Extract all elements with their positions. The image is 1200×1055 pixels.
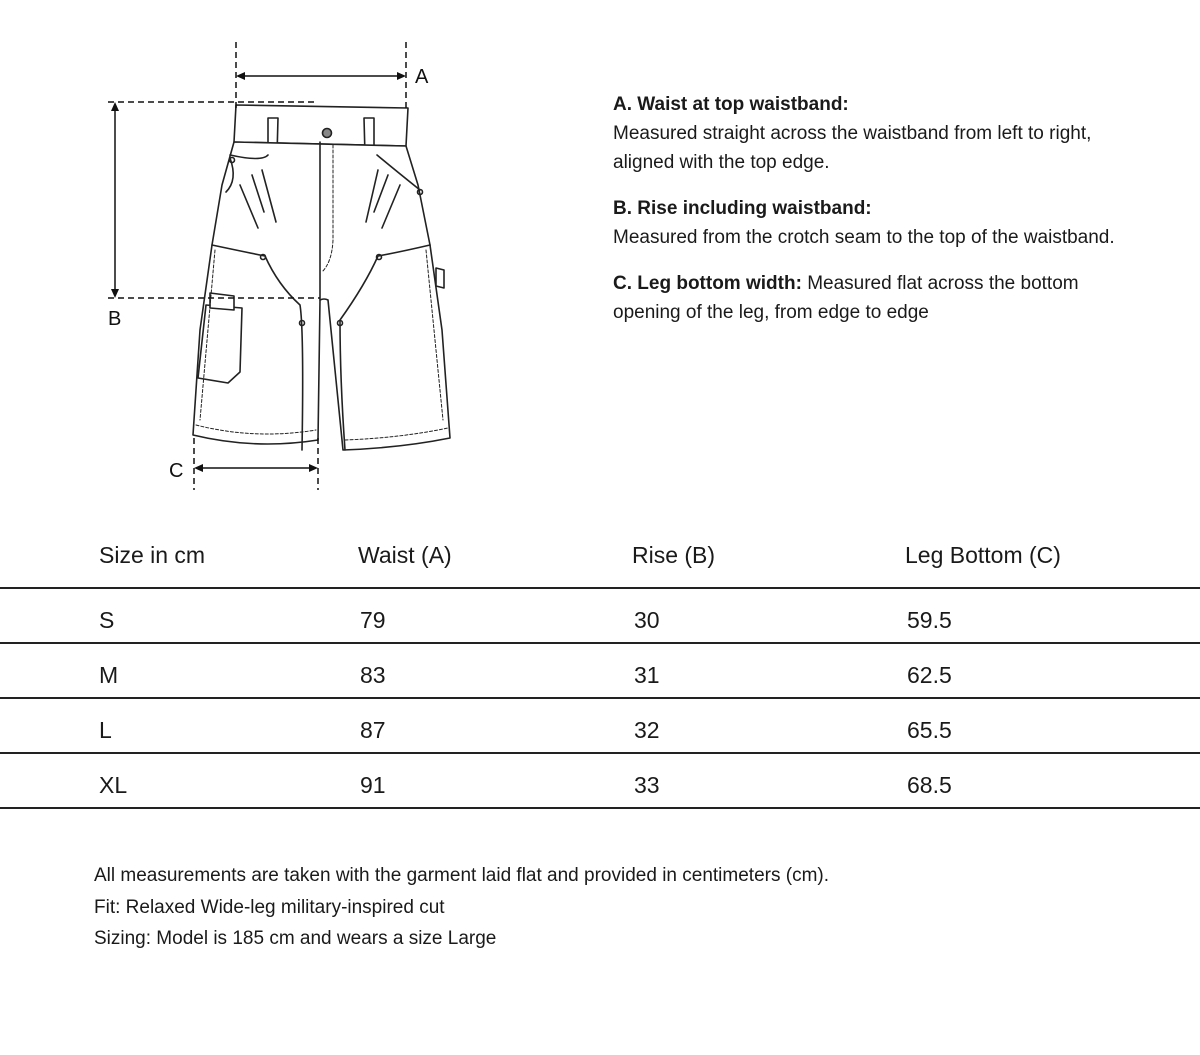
note-measurements: All measurements are taken with the garment laid flat and provided in centimeters (cm). <box>94 865 829 886</box>
cell-rise: 32 <box>634 717 660 743</box>
measure-a-label: A <box>415 66 429 88</box>
description-waist <box>613 90 1133 177</box>
shorts-drawing <box>0 0 600 510</box>
column-header-rise: Rise (B) <box>632 542 716 568</box>
hammer-loop <box>436 268 444 288</box>
cell-size: L <box>99 717 112 743</box>
table-row <box>0 754 1200 809</box>
cell-rise: 30 <box>634 607 660 633</box>
description-text: Measured from the crotch seam to the top of the waistband. <box>613 227 1115 248</box>
description-title: C. Leg bottom width: <box>613 273 802 294</box>
note-fit: Fit: Relaxed Wide-leg military-inspired cut <box>94 896 445 918</box>
measure-c-label: C <box>169 460 184 482</box>
waistband <box>234 105 408 146</box>
table-header-row <box>0 530 1200 589</box>
cell-size: M <box>99 662 119 688</box>
description-text: Measured flat across the bottom opening of the leg, from edge to edge <box>613 273 1079 323</box>
shorts-diagram <box>0 0 600 510</box>
cell-size: XL <box>99 772 128 798</box>
table-row <box>0 589 1200 644</box>
description-text: Measured straight across the waistband from left to right, aligned with the top edge. <box>613 123 1092 173</box>
cell-rise: 33 <box>634 772 660 798</box>
cell-waist: 79 <box>360 607 386 633</box>
cargo-flap <box>210 293 234 310</box>
column-header-waist: Waist (A) <box>358 542 452 568</box>
cell-leg-bottom: 62.5 <box>907 662 952 688</box>
table-row <box>0 644 1200 699</box>
description-rise <box>613 194 1133 252</box>
description-title: B. Rise including waistband: <box>613 198 872 219</box>
cell-waist: 91 <box>360 772 386 798</box>
note-sizing: Sizing: Model is 185 cm and wears a size Large <box>94 928 497 949</box>
cell-leg-bottom: 59.5 <box>907 607 952 633</box>
description-leg-bottom <box>613 269 1133 327</box>
measurement-descriptions <box>613 90 1133 344</box>
size-notes <box>94 860 829 955</box>
waist-button <box>323 129 332 138</box>
column-header-leg-bottom: Leg Bottom (C) <box>905 542 1061 568</box>
column-header-size: Size in cm <box>99 542 206 568</box>
measure-b-label: B <box>108 308 122 330</box>
size-table <box>0 530 1200 809</box>
measure-c <box>194 438 318 490</box>
cell-leg-bottom: 68.5 <box>907 772 952 798</box>
table-row <box>0 699 1200 754</box>
cell-size: S <box>99 607 115 633</box>
cell-rise: 31 <box>634 662 660 688</box>
cell-leg-bottom: 65.5 <box>907 717 952 743</box>
cell-waist: 87 <box>360 717 386 743</box>
measure-a <box>236 42 406 108</box>
cell-waist: 83 <box>360 662 386 688</box>
description-title: A. Waist at top waistband: <box>613 94 849 115</box>
